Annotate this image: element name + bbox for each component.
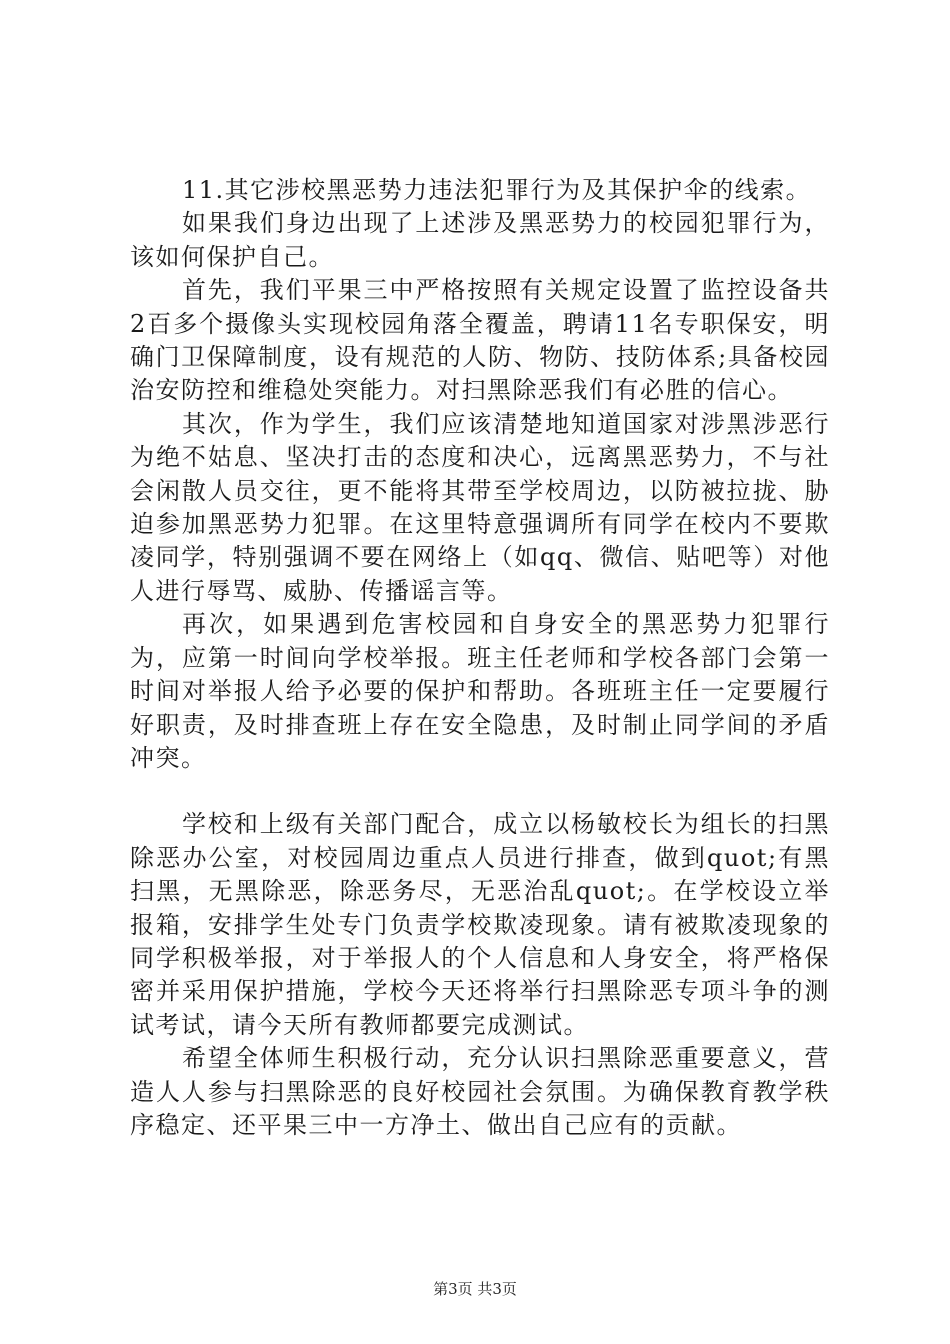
page-number-footer: 第3页 共3页 (433, 1280, 517, 1298)
paragraph-item-11: 11.其它涉校黑恶势力违法犯罪行为及其保护伞的线索。 (182, 176, 812, 204)
paragraph-self-protection-question: 如果我们身边出现了上述涉及黑恶势力的校园犯罪行为，该如何保护自己。 (130, 209, 830, 271)
document-body (130, 174, 830, 1142)
paragraph-closing: 希望全体师生积极行动，充分认识扫黑除恶重要意义，营造人人参与扫黑除恶的良好校园社会氛围。为确保教育教学秩序稳定、还平果三中一方净土、做出自己应有的贡献。 (130, 1044, 830, 1139)
paragraph-first: 首先，我们平果三中严格按照有关规定设置了监控设备共2百多个摄像头实现校园角落全覆盖，聘请11名专职保安，明确门卫保障制度，设有规范的人防、物防、技防体系;具备校园治安防控和维稳处突能力。对扫黑除恶我们有必胜的信心。 (130, 276, 830, 405)
paragraph-second: 其次，作为学生，我们应该清楚地知道国家对涉黑涉恶行为绝不姑息、坚决打击的态度和决心，远离黑恶势力，不与社会闲散人员交往，更不能将其带至学校周边，以防被拉拢、胁迫参加黑恶势力犯罪。在这里特意强调所有同学在校内不要欺凌同学，特别强调不要在网络上（如qq、微信、贴吧等）对他人进行辱骂、威胁、传播谣言等。 (130, 409, 830, 605)
paragraph-third: 再次，如果遇到危害校园和自身安全的黑恶势力犯罪行为，应第一时间向学校举报。班主任老师和学校各部门会第一时间对举报人给予必要的保护和帮助。各班班主任一定要履行好职责，及时排查班上存在安全隐患，及时制止同学间的矛盾冲突。 (130, 610, 830, 772)
paragraph-school-office: 学校和上级有关部门配合，成立以杨敏校长为组长的扫黑除恶办公室，对校园周边重点人员进行排查，做到quot;有黑扫黑，无黑除恶，除恶务尽，无恶治乱quot;。在学校设立举报箱，安排学生处专门负责学校欺凌现象。请有被欺凌现象的同学积极举报，对于举报人的个人信息和人身安全，将严格保密并采用保护措施，学校今天还将举行扫黑除恶专项斗争的测试考试，请今天所有教师都要完成测试。 (130, 810, 830, 1039)
